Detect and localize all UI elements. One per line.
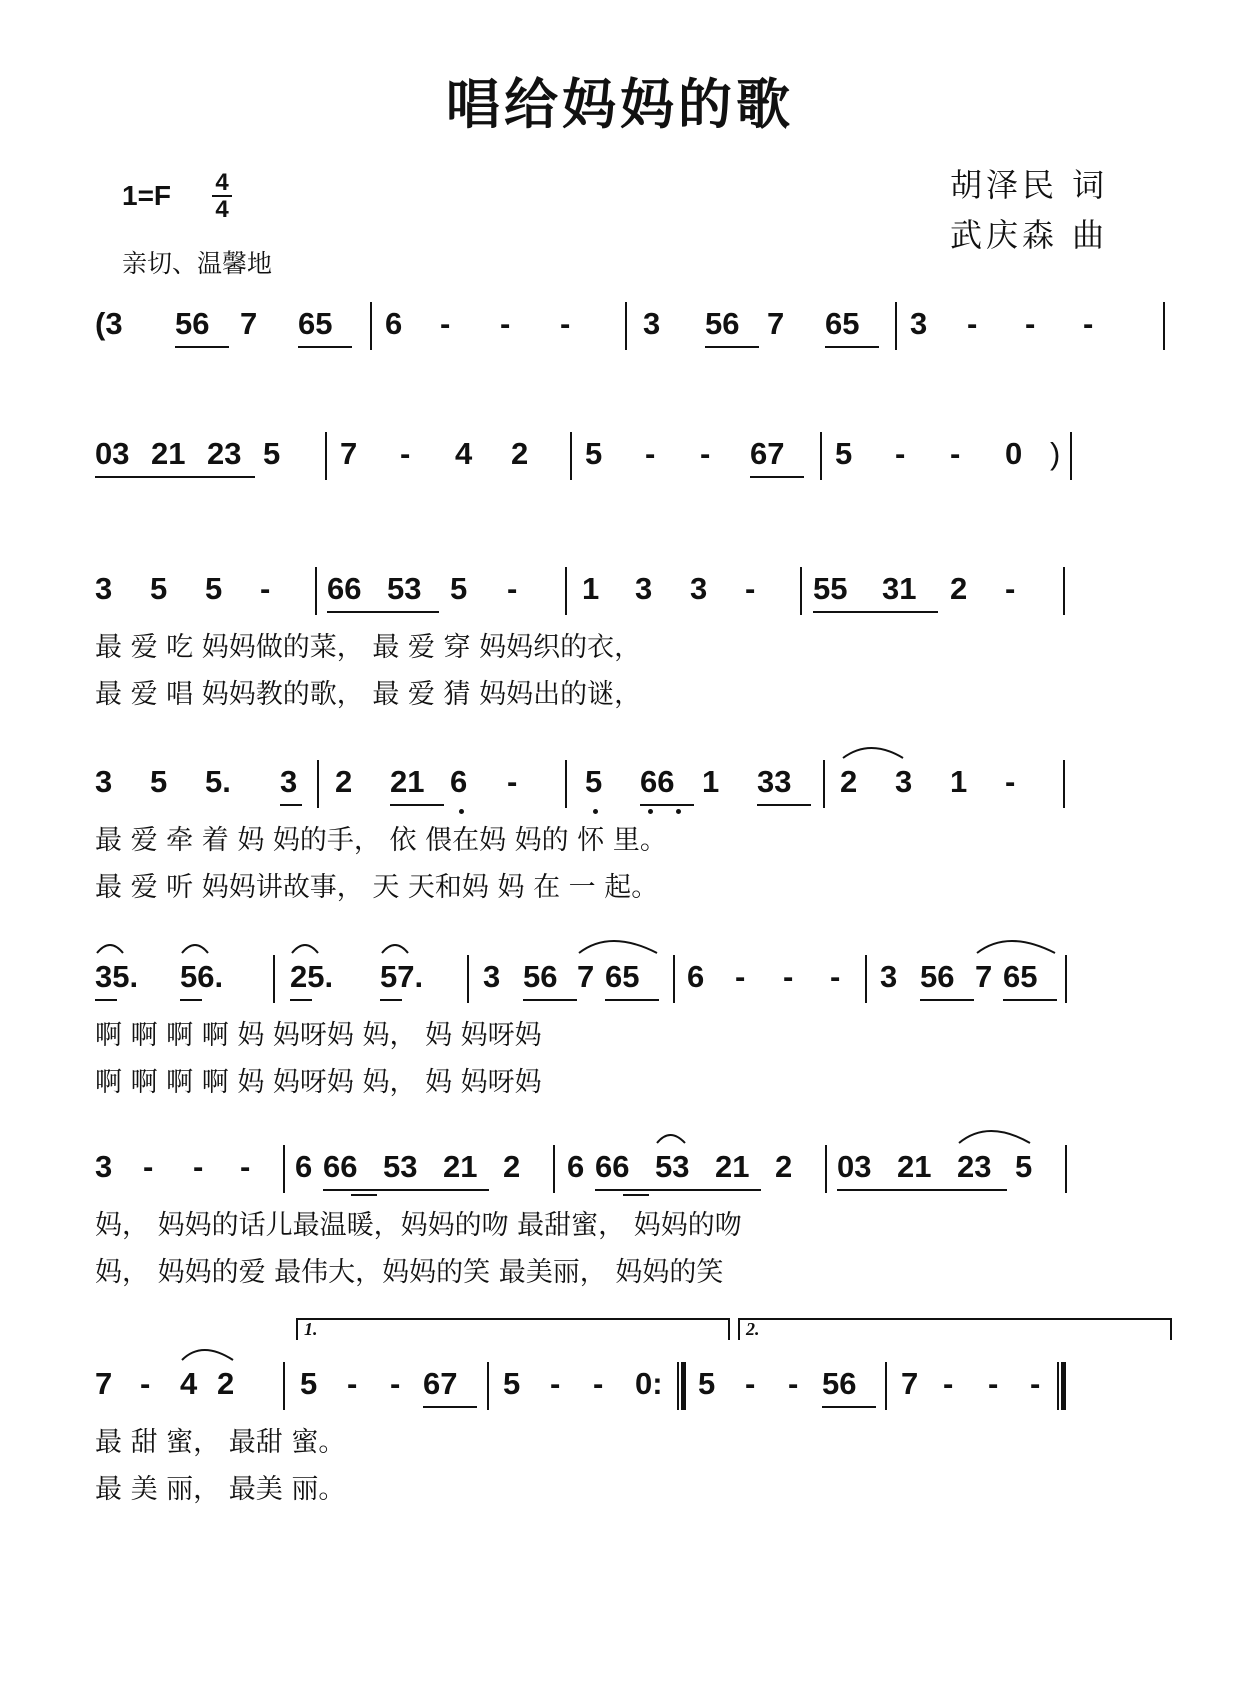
score-row-4	[95, 760, 1170, 903]
underline	[705, 346, 759, 348]
note: 3	[95, 571, 113, 606]
note: 33	[757, 764, 792, 799]
bar-line	[800, 567, 802, 615]
score-row-1	[95, 302, 1170, 346]
note: 5	[150, 764, 168, 799]
dash: -	[550, 1366, 561, 1401]
dash: -	[260, 571, 271, 606]
note: 3	[280, 764, 298, 799]
dash: -	[783, 959, 794, 994]
note: 7	[975, 959, 993, 994]
bar-line	[565, 567, 567, 615]
dash: -	[1025, 306, 1036, 341]
note: 5.	[205, 764, 231, 799]
slur-group	[95, 1145, 1170, 1195]
note: 7	[901, 1366, 919, 1401]
lyrics-verse-2: 最 美 丽， 最美 丽。	[95, 1474, 346, 1505]
note: 1	[702, 764, 720, 799]
lyrics-verse-2: 啊 啊 啊 啊 妈 妈呀妈 妈， 妈 妈呀妈	[95, 1067, 542, 1098]
note: 3	[483, 959, 501, 994]
bar-line	[625, 302, 627, 350]
paren-close: )	[1050, 436, 1061, 471]
note: 66	[323, 1149, 358, 1184]
dash: -	[440, 306, 451, 341]
note: 03	[837, 1149, 872, 1184]
note: 7	[240, 306, 258, 341]
underline	[327, 611, 439, 613]
note: 1	[950, 764, 968, 799]
note: 5	[835, 436, 853, 471]
dash: -	[560, 306, 571, 341]
note: 5	[503, 1366, 521, 1401]
note: 3	[895, 764, 913, 799]
note: 6	[567, 1149, 585, 1184]
note: 2	[217, 1366, 235, 1401]
dash: -	[788, 1366, 799, 1401]
note: 2	[511, 436, 529, 471]
underline	[95, 476, 255, 478]
dash: -	[1083, 306, 1094, 341]
note: 23	[957, 1149, 992, 1184]
dash: -	[193, 1149, 204, 1184]
note: 6	[295, 1149, 313, 1184]
dash: -	[700, 436, 711, 471]
note: 65	[825, 306, 860, 341]
note: 25.	[290, 959, 334, 994]
dash: -	[143, 1149, 154, 1184]
note: 35.	[95, 959, 139, 994]
note: 65	[605, 959, 640, 994]
dash: -	[347, 1366, 358, 1401]
note: 3	[643, 306, 661, 341]
note: 2	[335, 764, 353, 799]
lyrics-verse-2: 最 爱 唱 妈妈教的歌， 最 爱 猜 妈妈出的谜，	[95, 679, 642, 710]
note: 5	[150, 571, 168, 606]
note: 5	[205, 571, 223, 606]
dash: -	[967, 306, 978, 341]
note: 3	[95, 1149, 113, 1184]
score-row-3	[95, 567, 1170, 710]
note: 3	[690, 571, 708, 606]
note: 21	[151, 436, 186, 471]
bar-line	[820, 432, 822, 480]
slur-group	[95, 955, 1170, 1005]
note: 0	[1005, 436, 1023, 471]
score-row-7	[95, 1362, 1170, 1505]
slur-group	[95, 1362, 1170, 1412]
note: 3	[635, 571, 653, 606]
note: 5	[585, 436, 603, 471]
note: 56.	[180, 959, 224, 994]
note: 2	[840, 764, 858, 799]
note: 57.	[380, 959, 424, 994]
note: 3	[95, 764, 113, 799]
note: 4	[455, 436, 473, 471]
note: 56	[705, 306, 740, 341]
note: 31	[882, 571, 917, 606]
dash: -	[500, 306, 511, 341]
lyrics-verse-2: 妈， 妈妈的爱 最伟大，妈妈的笑 最美丽， 妈妈的笑	[95, 1257, 724, 1288]
dash: -	[390, 1366, 401, 1401]
note: 2	[503, 1149, 521, 1184]
note: 7	[577, 959, 595, 994]
time-signature-top: 4	[215, 169, 229, 196]
note: 7	[340, 436, 358, 471]
dash: -	[745, 1366, 756, 1401]
lyrics-verse-1: 最 甜 蜜， 最甜 蜜。	[95, 1427, 346, 1458]
volta-bracket-2	[738, 1318, 1172, 1340]
lyrics-verse-1: 啊 啊 啊 啊 妈 妈呀妈 妈， 妈 妈呀妈	[95, 1020, 542, 1051]
note: 5	[698, 1366, 716, 1401]
dash: -	[1005, 571, 1016, 606]
volta-2-label: 2.	[746, 1319, 760, 1339]
song-title: 唱给妈妈的歌	[446, 73, 794, 136]
note: 53	[387, 571, 422, 606]
bar-line	[325, 432, 327, 480]
note: 21	[897, 1149, 932, 1184]
note: 56	[822, 1366, 857, 1401]
dash: -	[830, 959, 841, 994]
dash: -	[140, 1366, 151, 1401]
lyricist-credit: 胡泽民 词	[950, 166, 1109, 204]
note: 65	[1003, 959, 1038, 994]
note: 53	[383, 1149, 418, 1184]
note: 0:	[635, 1366, 663, 1401]
note: 03	[95, 436, 130, 471]
note: 5	[1015, 1149, 1033, 1184]
underline	[825, 346, 879, 348]
note: 21	[443, 1149, 478, 1184]
dash: -	[895, 436, 906, 471]
note: 66	[327, 571, 362, 606]
note: 67	[750, 436, 785, 471]
bar-line	[570, 432, 572, 480]
dash: -	[988, 1366, 999, 1401]
note: 66	[640, 764, 675, 799]
note: 3	[910, 306, 928, 341]
volta-1-label: 1.	[304, 1319, 318, 1339]
bar-line	[1063, 567, 1065, 615]
lyrics-verse-2: 最 爱 听 妈妈讲故事， 天 天和妈 妈 在 一 起。	[95, 872, 659, 903]
note: 56	[920, 959, 955, 994]
dash: -	[1005, 764, 1016, 799]
dash: -	[943, 1366, 954, 1401]
score-row-2	[95, 432, 1170, 476]
note: 3	[880, 959, 898, 994]
dash: -	[1030, 1366, 1041, 1401]
note: 5	[300, 1366, 318, 1401]
note: 65	[298, 306, 333, 341]
note: 4	[180, 1366, 198, 1401]
dash: -	[745, 571, 756, 606]
note: 66	[595, 1149, 630, 1184]
note: 1	[582, 571, 600, 606]
time-signature	[210, 170, 234, 222]
note: 7	[767, 306, 785, 341]
lyrics-verse-1: 妈， 妈妈的话儿最温暖，妈妈的吻 最甜蜜， 妈妈的吻	[95, 1210, 742, 1241]
note: 67	[423, 1366, 458, 1401]
note: 56	[523, 959, 558, 994]
note: 6	[450, 764, 468, 799]
note: 21	[715, 1149, 750, 1184]
dash: -	[593, 1366, 604, 1401]
note: 2	[775, 1149, 793, 1184]
dash: -	[507, 764, 518, 799]
score-row-5	[95, 955, 1170, 1098]
note: 5	[450, 571, 468, 606]
key-signature: 1=F	[122, 180, 172, 211]
note: 53	[655, 1149, 690, 1184]
tempo-marking: 亲切、温馨地	[122, 249, 273, 278]
lyrics-verse-1: 最 爱 吃 妈妈做的菜， 最 爱 穿 妈妈织的衣，	[95, 632, 642, 663]
dash: -	[645, 436, 656, 471]
note: 55	[813, 571, 848, 606]
note: 21	[390, 764, 425, 799]
slur	[95, 760, 1170, 810]
dash: -	[950, 436, 961, 471]
bar-line	[1070, 432, 1072, 480]
note: 7	[95, 1366, 113, 1401]
lyrics-verse-1: 最 爱 牵 着 妈 妈的手， 依 偎在妈 妈的 怀 里。	[95, 825, 667, 856]
dash: -	[507, 571, 518, 606]
bar-line	[370, 302, 372, 350]
volta-bracket-1	[296, 1318, 730, 1340]
bar-line	[1163, 302, 1165, 350]
note: 6	[385, 306, 403, 341]
note: 56	[175, 306, 210, 341]
note: 5	[263, 436, 281, 471]
underline	[813, 611, 938, 613]
note: 2	[950, 571, 968, 606]
score-row-6	[95, 1145, 1170, 1288]
underline	[750, 476, 804, 478]
bar-line	[315, 567, 317, 615]
composer-credit: 武庆森 曲	[950, 216, 1109, 254]
note: 23	[207, 436, 242, 471]
underline	[298, 346, 352, 348]
underline	[175, 346, 229, 348]
bar-line	[895, 302, 897, 350]
dash: -	[735, 959, 746, 994]
note: 5	[585, 764, 603, 799]
dash: -	[400, 436, 411, 471]
time-signature-bottom: 4	[215, 196, 229, 223]
dash: -	[240, 1149, 251, 1184]
note: 6	[687, 959, 705, 994]
note: (3	[95, 306, 123, 341]
